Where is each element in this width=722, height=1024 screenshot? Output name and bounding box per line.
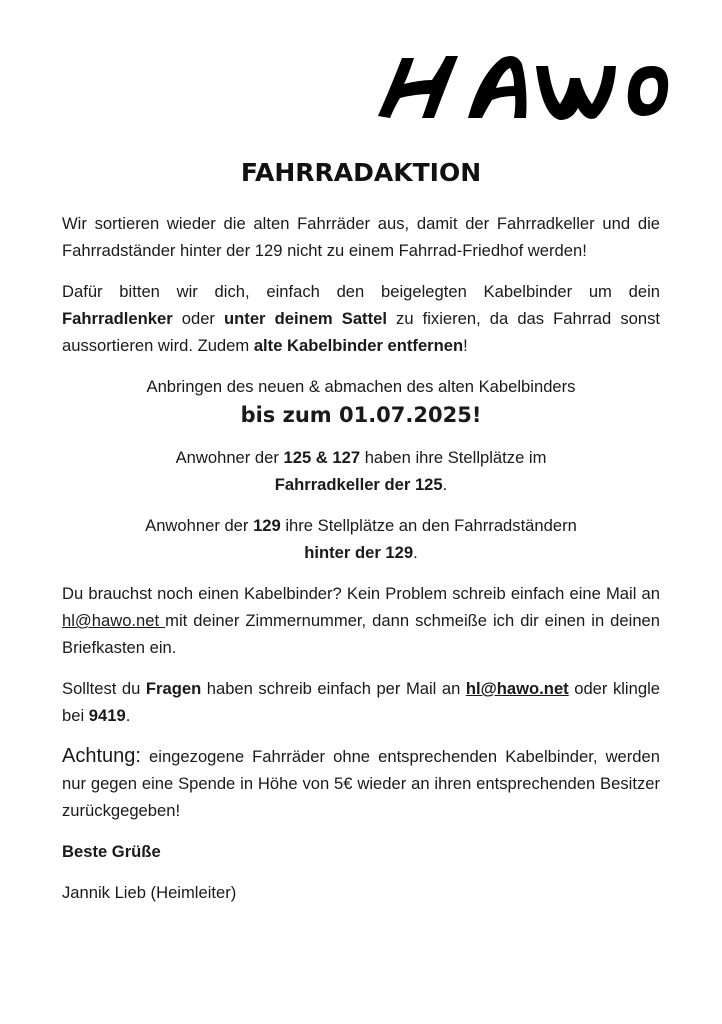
text: ! [463, 336, 468, 355]
text: Anwohner der [175, 448, 284, 467]
text: Du brauchst noch einen Kabelbinder? Kein Problem schreib einfach eine Mail an [62, 584, 660, 603]
text: . [413, 543, 418, 562]
text: Solltest du [62, 679, 146, 698]
text: . [442, 475, 448, 494]
cable-tie-request-paragraph [62, 580, 660, 661]
text: Anwohner der [145, 516, 254, 535]
text: oder klingle bei [62, 679, 660, 725]
email-link[interactable]: hl@hawo.net [465, 679, 569, 698]
signature: Jannik Lieb (Heimleiter) [62, 883, 237, 902]
text: haben ihre Stellplätze im [360, 448, 547, 467]
intro-paragraph: Wir sortieren wieder die alten Fahrräder aus, damit der Fahrradkeller und die Fahrradständer hinter der 129 nicht zu einem Fahrrad-Friedhof werden! [62, 214, 660, 260]
highlight-handlebar: Fahrradlenker [62, 309, 173, 328]
highlight-saddle: unter deinem Sattel [224, 309, 387, 328]
closing: Beste Grüße [62, 842, 161, 861]
deadline-notice [62, 373, 660, 430]
text: ihre Stellplätze an den Fahrradständern [280, 516, 577, 535]
deadline-date: bis zum 01.07.2025! [240, 403, 482, 427]
instruction-paragraph [62, 278, 660, 359]
highlight-remove-old: alte Kabelbinder entfernen [253, 336, 464, 355]
warning-paragraph [62, 743, 660, 824]
page-title: FAHRRADAKTION [240, 158, 482, 187]
hawo-logo [370, 44, 670, 124]
text: mit deiner Zimmernummer, dann schmeiße ich dir einen in deinen Briefkasten ein. [62, 611, 661, 657]
text: haben schreib einfach per Mail an [201, 679, 466, 698]
text: oder [172, 309, 225, 328]
warning-label: Achtung: [62, 745, 141, 767]
text: zu fixieren, da das Fahrrad sonst aussortieren wird. Zudem [62, 309, 660, 355]
letter-body [62, 210, 660, 920]
residents-129 [62, 512, 660, 566]
parking-location: Fahrradkeller der 125 [274, 475, 443, 494]
text: eingezogene Fahrräder ohne entsprechenden Kabelbinder, werden nur gegen eine Spende in Höhe von 5€ wieder an ihren entsprechenden Besitzer zurückgegeben! [62, 747, 660, 820]
parking-location: hinter der 129 [304, 543, 414, 562]
house-numbers: 125 & 127 [283, 448, 361, 467]
questions-paragraph [62, 675, 660, 729]
highlight-questions: Fragen [145, 679, 202, 698]
house-number: 129 [253, 516, 281, 535]
text: Dafür bitten wir dich, einfach den beigelegten Kabelbinder um dein [62, 282, 660, 301]
residents-125-127 [62, 444, 660, 498]
room-number: 9419 [88, 706, 126, 725]
email-link[interactable]: hl@hawo.net [62, 611, 166, 630]
text: . [125, 706, 131, 725]
notice-line: Anbringen des neuen & abmachen des alten Kabelbinders [146, 377, 576, 396]
